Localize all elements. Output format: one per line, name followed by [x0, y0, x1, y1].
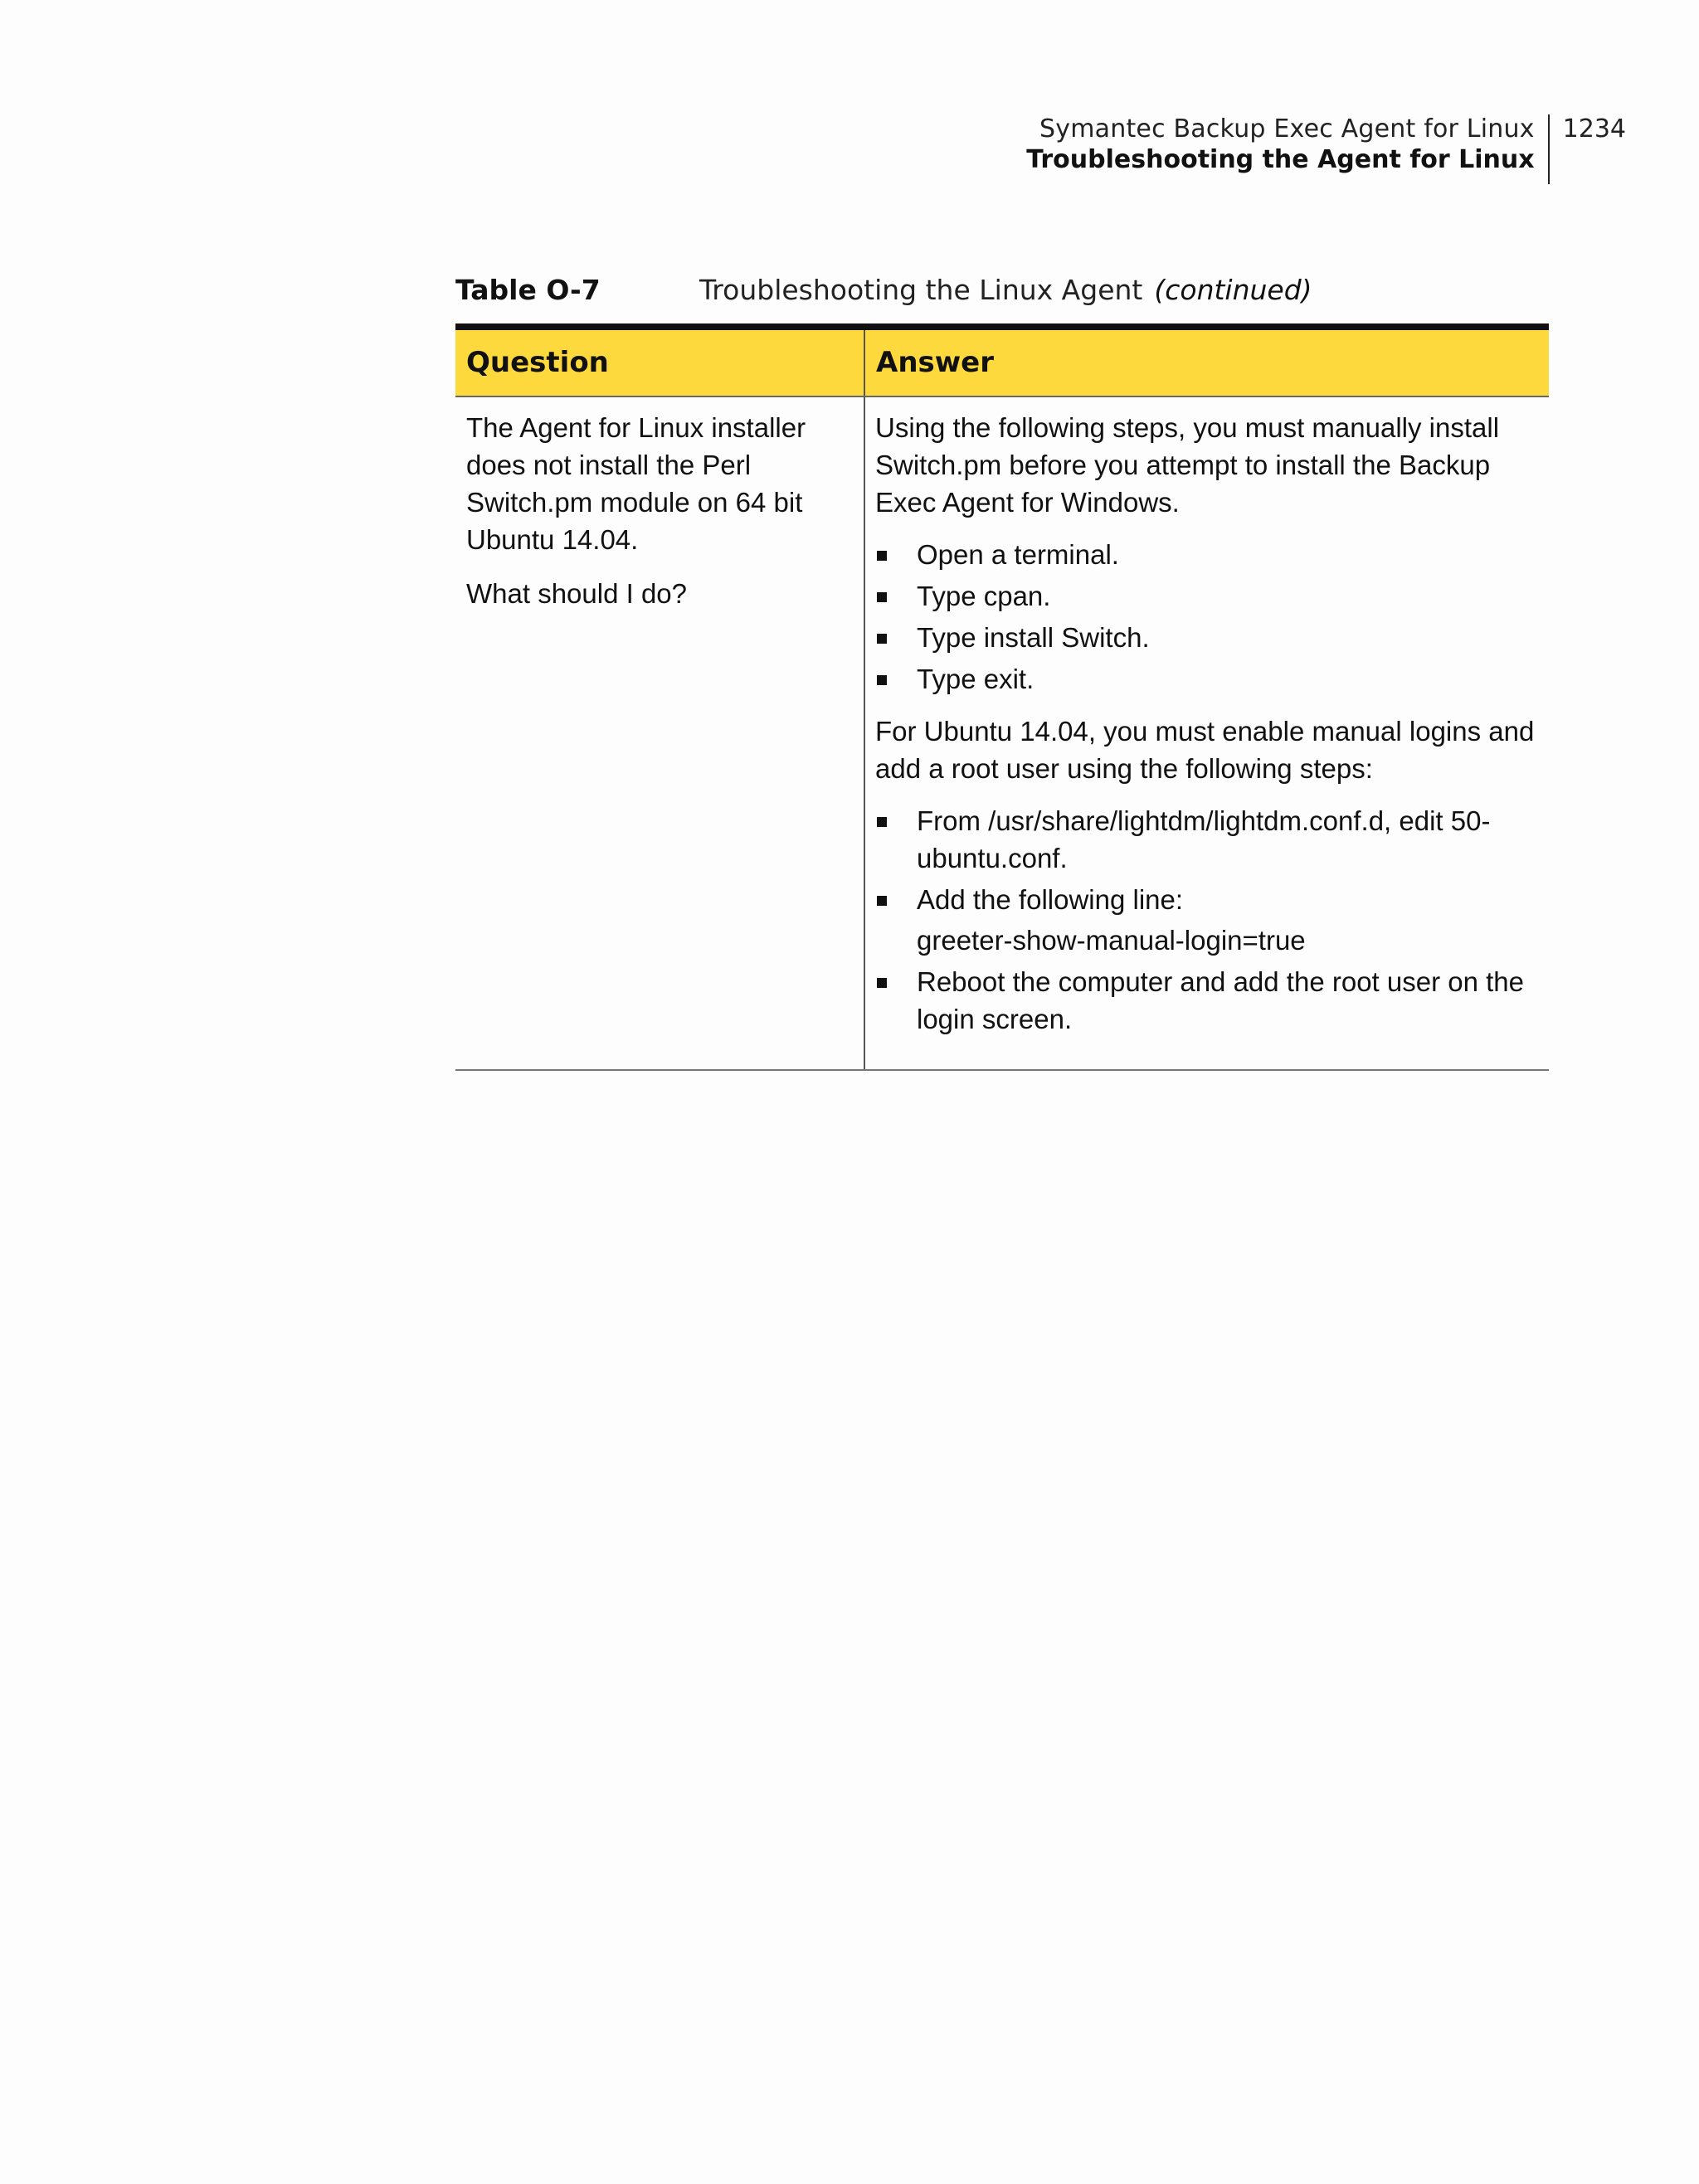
step-text: Add the following line: [917, 884, 1184, 915]
square-bullet-icon [877, 592, 887, 602]
question-text: The Agent for Linux installer does not install the Perl Switch.pm module on 64 bit Ubuntu 14.04. [466, 412, 806, 555]
square-bullet-icon [877, 978, 887, 988]
square-bullet-icon [877, 675, 887, 685]
square-bullet-icon [877, 634, 887, 644]
list-item [875, 577, 1541, 615]
table-caption-label: Table O-7 [455, 274, 601, 306]
answer-mid: For Ubuntu 14.04, you must enable manual logins and add a root user using the following steps: [875, 716, 1535, 784]
cpan-steps-list [875, 536, 1541, 698]
ubuntu-steps-list [875, 802, 1541, 1038]
square-bullet-icon [877, 896, 887, 906]
step-text: From /usr/share/lightdm/lightdm.conf.d, edit 50-ubuntu.conf. [917, 805, 1491, 873]
step-text: Open a terminal. [917, 539, 1119, 570]
answer-intro: Using the following steps, you must manually install Switch.pm before you attempt to install the Backup Exec Agent for Windows. [875, 412, 1500, 518]
list-item [875, 660, 1541, 698]
config-line: greeter-show-manual-login=true [917, 925, 1306, 956]
square-bullet-icon [877, 551, 887, 561]
chapter-title: Symantec Backup Exec Agent for Linux [1039, 114, 1535, 143]
section-title: Troubleshooting the Agent for Linux [1026, 145, 1535, 174]
question-cell [455, 397, 865, 1069]
square-bullet-icon [877, 817, 887, 827]
step-text: Type cpan. [917, 581, 1051, 611]
list-item [875, 881, 1541, 959]
table-caption-title: Troubleshooting the Linux Agent [699, 274, 1143, 306]
list-item [875, 536, 1541, 573]
table-caption [455, 272, 1551, 309]
column-header-question: Question [455, 330, 865, 396]
table-row [455, 397, 1549, 1069]
list-item [875, 802, 1541, 877]
step-text: Reboot the computer and add the root user on the login screen. [917, 966, 1524, 1034]
list-item [875, 619, 1541, 656]
table-header-row [455, 330, 1549, 397]
answer-cell [865, 397, 1549, 1069]
running-header-titles [1026, 114, 1549, 184]
troubleshooting-table [455, 323, 1549, 1071]
table-caption-continued: (continued) [1154, 274, 1312, 306]
column-header-answer: Answer [876, 346, 994, 379]
step-text: Type exit. [917, 664, 1034, 694]
step-text: Type install Switch. [917, 622, 1150, 653]
running-header [1026, 114, 1626, 184]
page-number: 1234 [1562, 114, 1626, 143]
question-followup: What should I do? [466, 578, 687, 609]
list-item [875, 963, 1541, 1038]
